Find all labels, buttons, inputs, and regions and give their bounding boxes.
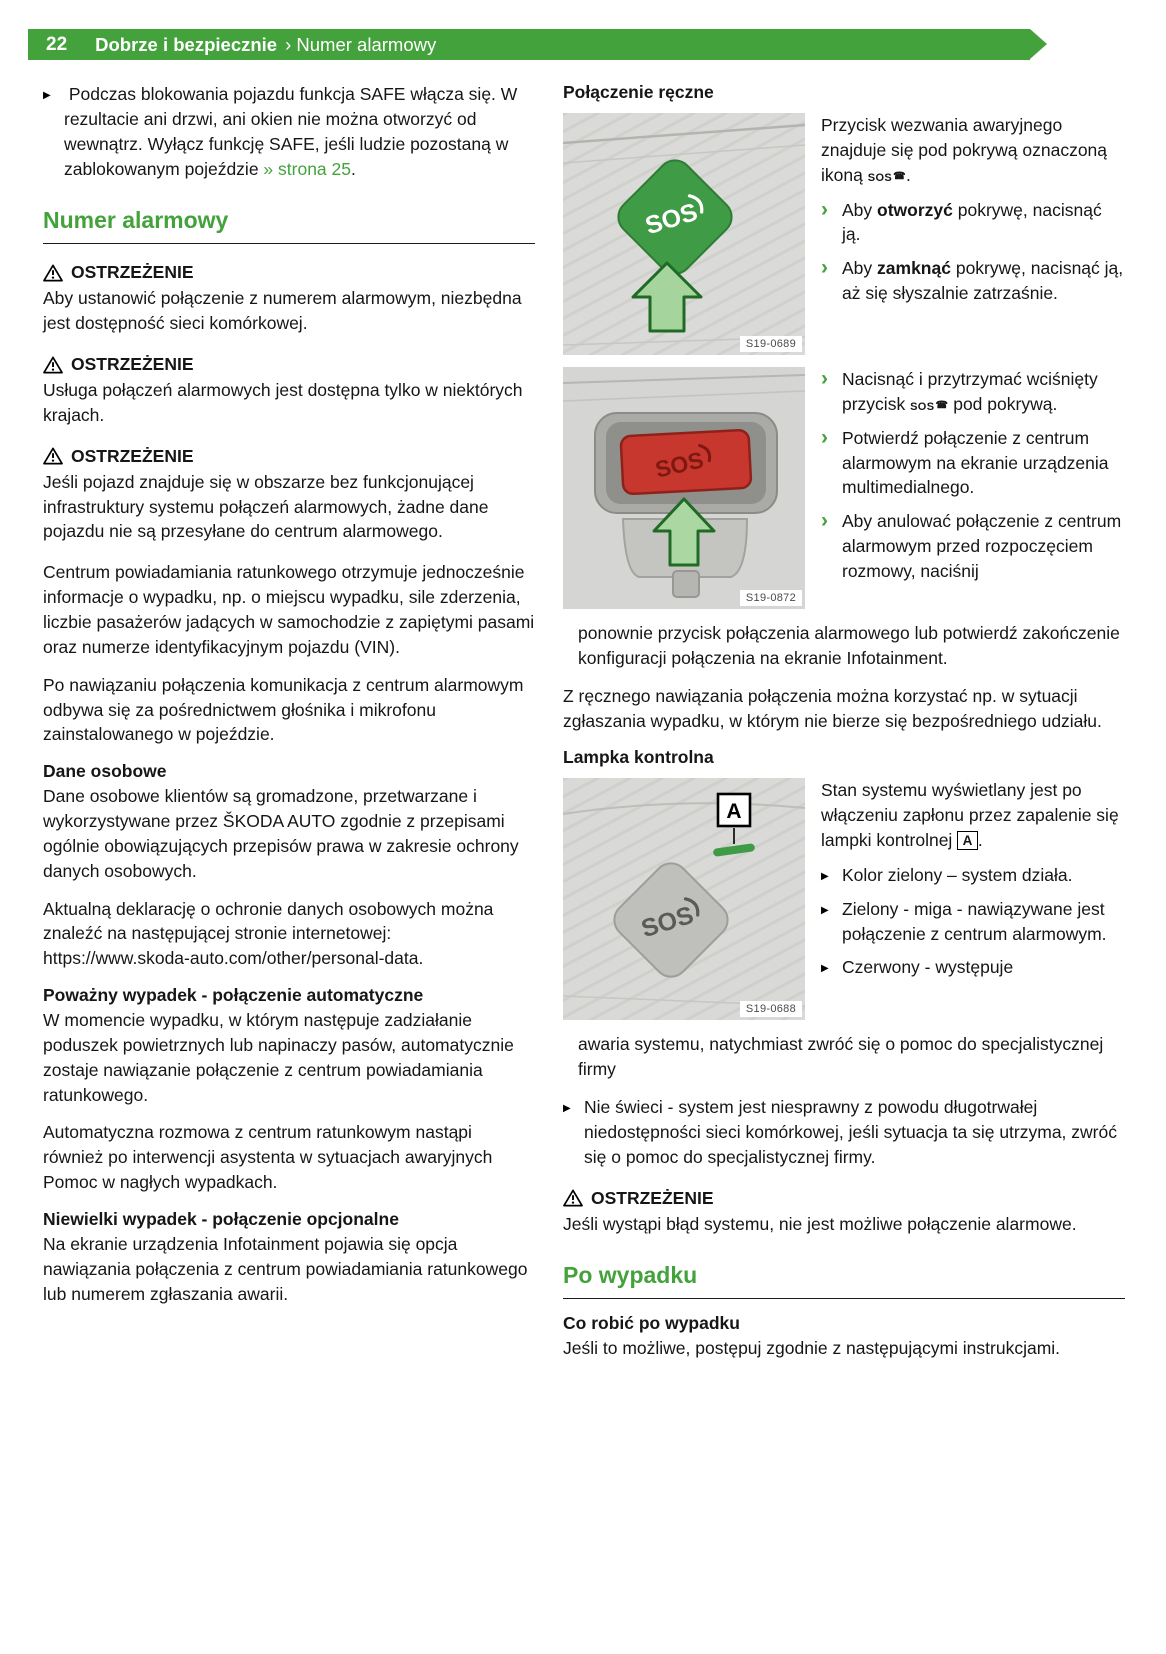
paragraph-personal-data-1: Dane osobowe klientów są gromadzone, przetwarzane i wykorzystywane przez ŠKODA AUTO zgodnie z przepisami ogólnie obowiązujących przepisów prawa w zakresie ochrony danych osobowych. bbox=[43, 786, 519, 881]
figure-indicator-lamp-image bbox=[563, 778, 805, 1020]
figure-sos-button-image bbox=[563, 367, 805, 609]
lamp-states-list bbox=[821, 863, 1125, 980]
lamp-states-list-continued bbox=[563, 1095, 1125, 1170]
subheading-lampka-kontrolna: Lampka kontrolna bbox=[563, 747, 714, 768]
list-item-close-cover bbox=[821, 256, 1125, 306]
section-title-numer-alarmowy: Numer alarmowy bbox=[43, 207, 535, 244]
text-segment: Stan systemu wyświetlany jest po włączeniu zapłonu przez zapalenie się lampki kontrolnej bbox=[821, 780, 1119, 851]
text-segment: . bbox=[906, 164, 911, 185]
warning-triangle-icon bbox=[43, 356, 63, 374]
warning-block-2 bbox=[43, 354, 535, 428]
right-column bbox=[563, 82, 1125, 1374]
page-link-strona-25[interactable]: » strona 25 bbox=[263, 158, 351, 179]
warning-heading bbox=[563, 1188, 1125, 1209]
svg-text:SOS: SOS bbox=[652, 446, 706, 483]
text-segment: . bbox=[977, 830, 983, 851]
figure-row-2 bbox=[563, 367, 1125, 609]
sos-icon-text: SOS bbox=[910, 400, 935, 413]
warning-block-4 bbox=[563, 1188, 1125, 1237]
warning-text: Aby ustanowić połączenie z numerem alarmowym, niezbędna jest dostępność sieci komórkowej. bbox=[43, 288, 522, 334]
page-number: 22 bbox=[46, 33, 68, 55]
figure-label: S19-0872 bbox=[740, 590, 802, 606]
warning-heading bbox=[43, 354, 535, 375]
list-item-lamp-red-continued: awaria systemu, natychmiast zwróć się o pomoc do specjalistycznej firmy bbox=[578, 1034, 1104, 1080]
paragraph-manual-call-usage: Z ręcznego nawiązania połączenia można korzystać np. w sytuacji zgłaszania wypadku, w którym nie bierze się bezpośredniego udziału. bbox=[563, 685, 1102, 731]
list-item-confirm-call: › Potwierdź połączenie z centrum alarmowym na ekranie urządzenia multimedialnego. bbox=[821, 426, 1125, 501]
safe-note-period: . bbox=[350, 158, 356, 179]
cover-actions-list bbox=[821, 198, 1125, 306]
section-title-po-wypadku: Po wypadku bbox=[563, 1262, 1125, 1299]
list-item-lamp-green-blinking: ▶ Zielony - miga - nawiązywane jest połączenie z centrum alarmowym. bbox=[821, 897, 1125, 947]
sos-button-red bbox=[621, 430, 752, 495]
paragraph-personal-data-2: Aktualną deklarację o ochronie danych osobowych można znaleźć na następującej stronie internetowej: https://www.skoda-auto.com/other/personal-data. bbox=[43, 898, 494, 969]
list-item-cancel-call: › Aby anulować połączenie z centrum alarmowym przed rozpoczęciem rozmowy, naciśnij bbox=[821, 509, 1125, 584]
text-segment: Aby bbox=[842, 258, 878, 279]
text-segment: Przycisk wezwania awaryjnego znajduje się pod pokrywą oznaczoną ikoną bbox=[821, 115, 1108, 185]
warning-block-1 bbox=[43, 262, 535, 336]
sos-icon bbox=[910, 401, 948, 413]
figure-1-text bbox=[821, 113, 1125, 355]
figure-sos-cover-closed bbox=[563, 113, 805, 355]
list-item-open-cover bbox=[821, 198, 1125, 248]
paragraph-serious-accident-2: Automatyczna rozmowa z centrum ratunkowym nastąpi również po interwencji asystenta w sytuacjach awaryjnych Pomoc w nagłych wypadkach. bbox=[43, 1122, 493, 1193]
page-header-bar bbox=[28, 29, 1030, 60]
warning-text: Usługa połączeń alarmowych jest dostępna tylko w niektórych krajach. bbox=[43, 380, 523, 425]
figure-row-1 bbox=[563, 113, 1125, 355]
warning-label: OSTRZEŻENIE bbox=[71, 262, 194, 283]
figure-2-text bbox=[821, 367, 1125, 609]
list-item-lamp-green: ▶ Kolor zielony – system działa. bbox=[821, 863, 1125, 888]
text-segment: Nacisnąć i przytrzymać wciśnięty przycisk bbox=[842, 369, 1098, 414]
callout-a-letter: A bbox=[726, 800, 742, 824]
list-item-lamp-off: ▶ Nie świeci - system jest niesprawny z powodu długotrwałej niedostępności sieci komórkowej, jeśli sytuacja ta się utrzyma, zwróć się o pomoc do specjalistycznej firmy. bbox=[563, 1095, 1125, 1170]
safe-function-note bbox=[43, 82, 535, 181]
paragraph-speaker-microphone: Po nawiązaniu połączenia komunikacja z centrum alarmowym odbywa się za pośrednictwem głośnika i mikrofonu zainstalowanego w pojeździe. bbox=[43, 674, 524, 745]
sos-icon bbox=[868, 172, 906, 184]
manual-call-steps-list bbox=[821, 367, 1125, 584]
warning-triangle-icon bbox=[43, 264, 63, 282]
breadcrumb-section: Dobrze i bezpiecznie bbox=[95, 33, 278, 55]
paragraph-sos-button-location bbox=[821, 113, 1125, 188]
svg-text:SOS: SOS bbox=[642, 198, 701, 241]
subheading-polaczenie-reczne: Połączenie ręczne bbox=[563, 82, 714, 102]
warning-triangle-icon bbox=[563, 1189, 583, 1207]
warning-heading bbox=[43, 262, 535, 283]
sos-icon-text: SOS bbox=[867, 171, 893, 184]
list-item-press-hold bbox=[821, 367, 1125, 417]
warning-label: OSTRZEŻENIE bbox=[71, 354, 194, 375]
subheading-powazny-wypadek: Poważny wypadek - połączenie automatyczne bbox=[43, 985, 424, 1006]
warning-text: Jeśli pojazd znajduje się w obszarze bez funkcjonującej infrastruktury systemu połączeń alarmowych, żadne dane pojazdu nie są przesyłane do centrum alarmowego. bbox=[43, 471, 489, 542]
figure-sos-button-open bbox=[563, 367, 805, 609]
safe-note-text: Podczas blokowania pojazdu funkcja SAFE włącza się. W rezultacie ani drzwi, ani okien nie można otworzyć od wewnątrz. Wyłącz funkcję SAFE, jeśli ludzie pozostaną w zablokowanym pojeździe bbox=[64, 84, 518, 179]
paragraph-after-accident: Jeśli to możliwe, postępuj zgodnie z następującymi instrukcjami. bbox=[563, 1338, 1061, 1359]
paragraph-minor-accident: Na ekranie urządzenia Infotainment pojawia się opcja nawiązania połączenia z centrum powiadamiania ratunkowego lub numerem zgłaszania awarii. bbox=[43, 1234, 528, 1304]
left-column bbox=[43, 82, 535, 1374]
warning-triangle-icon bbox=[43, 447, 63, 465]
text-segment: Aby bbox=[842, 199, 878, 220]
paragraph-rescue-center-info: Centrum powiadamiania ratunkowego otrzymuje jednocześnie informacje o wypadku, np. o miejscu wypadku, sile zderzenia, liczbie pasażerów jadących w samochodzie z zapiętymi pasami oraz numerze identyfikacyjnym pojazdu (VIN). bbox=[43, 562, 535, 657]
page-body bbox=[43, 82, 1125, 1374]
figure-label: S19-0688 bbox=[740, 1001, 802, 1017]
safe-function-note-list bbox=[43, 82, 535, 181]
list-item-cancel-call-continued: ponownie przycisk połączenia alarmowego lub potwierdź zakończenie konfiguracji połączenia na ekranie Infotainment. bbox=[578, 623, 1120, 668]
figure-sos-cover-image bbox=[563, 113, 805, 355]
figure-label: S19-0689 bbox=[740, 336, 802, 352]
paragraph-serious-accident-1: W momencie wypadku, w którym następuje zadziałanie poduszek powietrznych lub napinaczy pasów, automatycznie zostaje nawiązanie połączenie z centrum powiadamiania ratunkowego. bbox=[43, 1010, 514, 1105]
warning-text: Jeśli wystąpi błąd systemu, nie jest możliwe połączenie alarmowe. bbox=[563, 1213, 1077, 1234]
text-segment-bold: otworzyć bbox=[877, 199, 953, 220]
subheading-dane-osobowe: Dane osobowe bbox=[43, 761, 167, 782]
warning-label: OSTRZEŻENIE bbox=[591, 1187, 714, 1208]
subheading-niewielki-wypadek: Niewielki wypadek - połączenie opcjonalne bbox=[43, 1209, 399, 1229]
figure-row-3 bbox=[563, 778, 1125, 1020]
svg-text:SOS: SOS bbox=[638, 901, 697, 944]
lid-latch bbox=[673, 571, 699, 597]
list-item-lamp-red: ▶ Czerwony - występuje bbox=[821, 955, 1125, 980]
callout-a-ref: A bbox=[957, 831, 978, 850]
figure-indicator-lamp bbox=[563, 778, 805, 1020]
text-segment: pod pokrywą. bbox=[948, 393, 1058, 414]
warning-block-3 bbox=[43, 446, 535, 545]
subheading-co-robic: Co robić po wypadku bbox=[563, 1313, 740, 1334]
text-segment-bold: zamknąć bbox=[877, 258, 951, 279]
warning-heading bbox=[43, 446, 535, 467]
text-segment: pokrywę, nacisnąć ją, aż się słyszalnie zatrzaśnie. bbox=[842, 258, 1124, 304]
figure-3-text bbox=[821, 778, 1125, 1020]
warning-label: OSTRZEŻENIE bbox=[71, 445, 194, 466]
paragraph-lamp-status bbox=[821, 778, 1125, 853]
text-segment: pokrywę, nacisnąć ją. bbox=[842, 199, 1102, 245]
breadcrumb-subsection: › Numer alarmowy bbox=[285, 33, 437, 55]
